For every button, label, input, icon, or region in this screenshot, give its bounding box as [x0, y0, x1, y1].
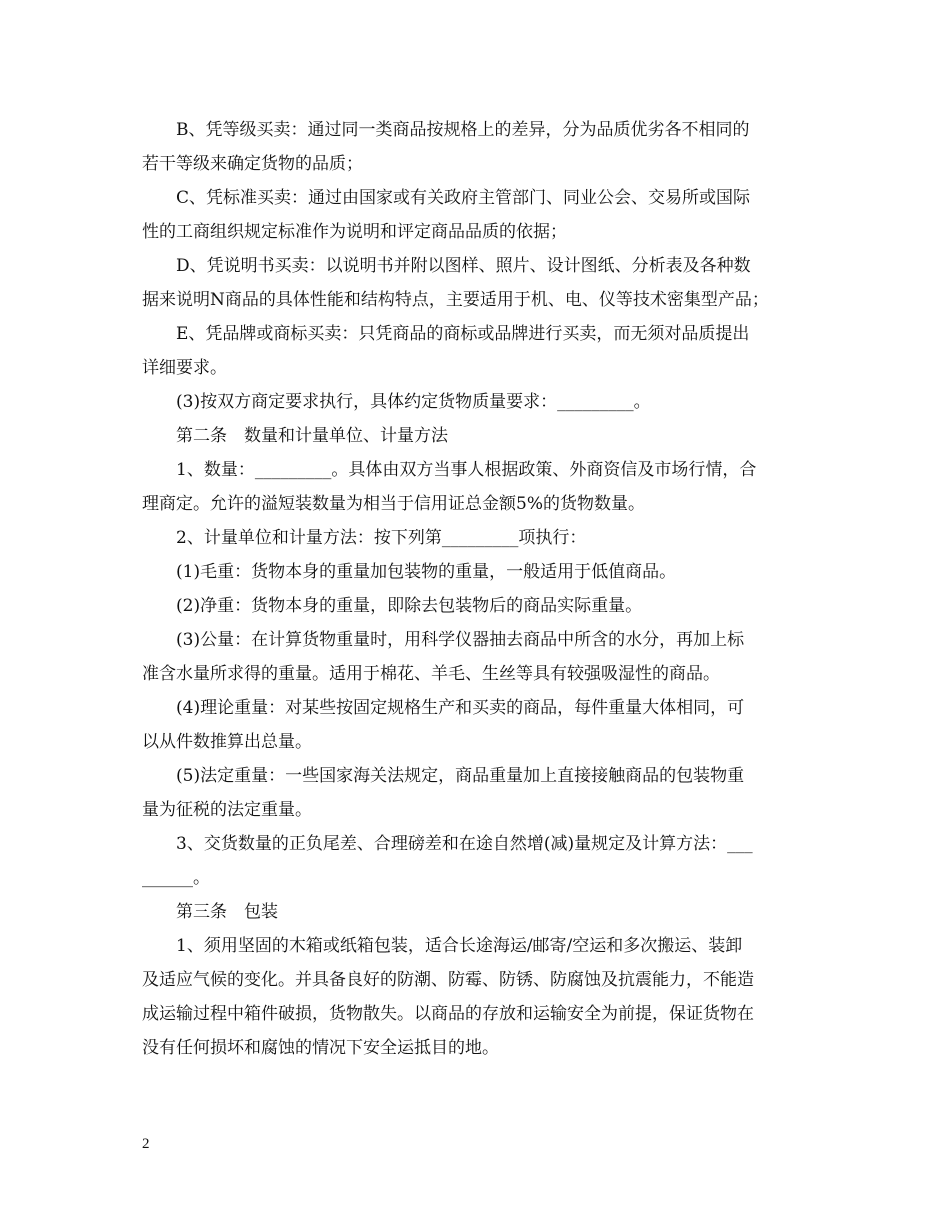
paragraph-line: 没有任何损坏和腐蚀的情况下安全运抵目的地。 — [142, 1038, 499, 1058]
paragraph-line: 以从件数推算出总量。 — [142, 732, 312, 752]
section-heading: 第二条 数量和计量单位、计量方法 — [176, 426, 448, 446]
paragraph-line: 1、须用坚固的木箱或纸箱包装，适合长途海运/邮寄/空运和多次搬运、装卸 — [176, 936, 743, 956]
paragraph-line: 理商定。允许的溢短装数量为相当于信用证总金额5%的货物数量。 — [142, 494, 645, 514]
document-body — [142, 113, 812, 1065]
paragraph-line: 1、数量：_________。具体由双方当事人根据政策、外商资信及市场行情，合 — [176, 460, 757, 480]
page-number: 2 — [142, 1136, 150, 1152]
paragraph-line: D、凭说明书买卖：以说明书并附以图样、照片、设计图纸、分析表及各种数 — [176, 256, 751, 276]
paragraph-line: 及适应气候的变化。并具备良好的防潮、防霉、防锈、防腐蚀及抗震能力，不能造 — [142, 970, 754, 990]
paragraph-line: B、凭等级买卖：通过同一类商品按规格上的差异，分为品质优劣各不相同的 — [176, 120, 750, 140]
paragraph-line: (3)公量：在计算货物重量时，用科学仪器抽去商品中所含的水分，再加上标 — [176, 630, 745, 650]
paragraph-line: 成运输过程中箱件破损，货物散失。以商品的存放和运输安全为前提，保证货物在 — [142, 1004, 754, 1024]
paragraph-line: (5)法定重量：一些国家海关法规定，商品重量加上直接接触商品的包装物重 — [176, 766, 745, 786]
paragraph-line: C、凭标准买卖：通过由国家或有关政府主管部门、同业公会、交易所或国际 — [176, 188, 751, 208]
paragraph-line: (3)按双方商定要求执行，具体约定货物质量要求：_________。 — [176, 392, 651, 412]
paragraph-line: E、凭品牌或商标买卖：只凭商品的商标或品牌进行买卖，而无须对品质提出 — [176, 324, 750, 344]
paragraph-line: 3、交货数量的正负尾差、合理磅差和在途自然增(减)量规定及计算方法：___ — [176, 834, 753, 854]
paragraph-line: 若干等级来确定货物的品质； — [142, 154, 363, 174]
paragraph-line: (4)理论重量：对某些按固定规格生产和买卖的商品，每件重量大体相同，可 — [176, 698, 745, 718]
paragraph-line: 据来说明N商品的具体性能和结构特点，主要适用于机、电、仪等技术密集型产品； — [142, 290, 769, 310]
section-heading: 第三条 包装 — [176, 902, 278, 922]
paragraph-line: 准含水量所求得的重量。适用于棉花、羊毛、生丝等具有较强吸湿性的商品。 — [142, 664, 720, 684]
paragraph-line: 详细要求。 — [142, 358, 227, 378]
paragraph-line: (2)净重：货物本身的重量，即除去包装物后的商品实际重量。 — [176, 596, 643, 616]
paragraph-line: 性的工商组织规定标准作为说明和评定商品品质的依据； — [142, 222, 567, 242]
paragraph-line: ______。 — [142, 868, 210, 888]
paragraph-line: 量为征税的法定重量。 — [142, 800, 312, 820]
paragraph-line: 2、计量单位和计量方法：按下列第_________项执行： — [176, 528, 587, 548]
paragraph-line: (1)毛重：货物本身的重量加包装物的重量，一般适用于低值商品。 — [176, 562, 677, 582]
